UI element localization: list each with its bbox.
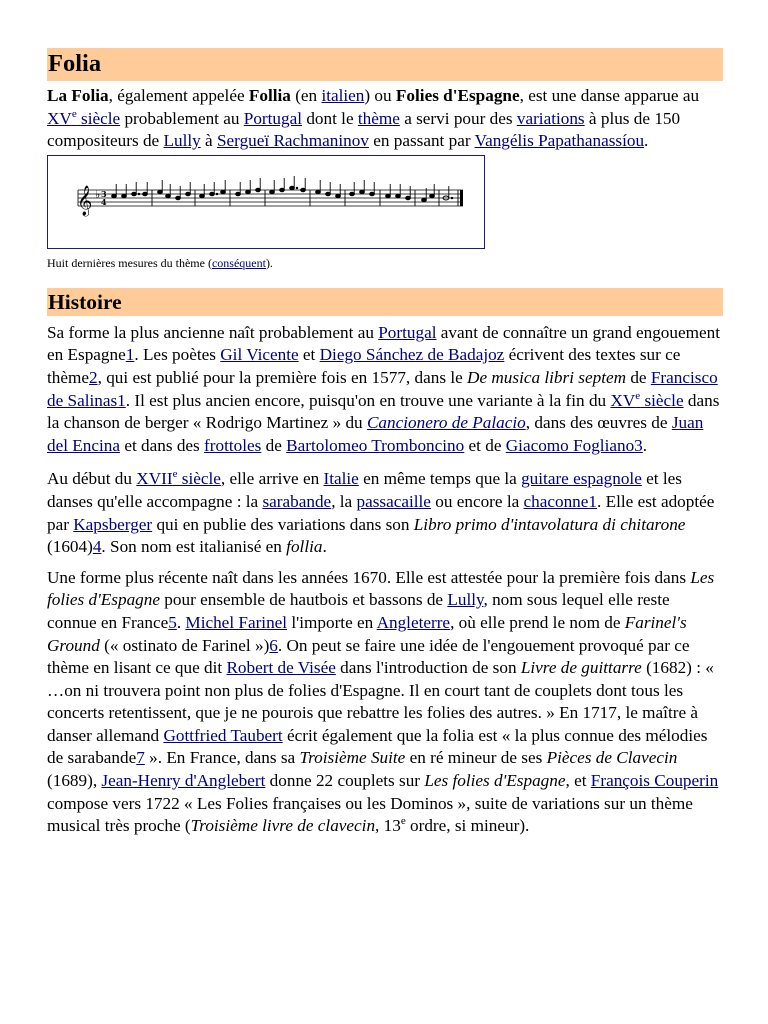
link-diego-sanchez[interactable]: Diego Sánchez de Badajoz bbox=[319, 345, 505, 365]
link-visee[interactable]: Robert de Visée bbox=[226, 658, 336, 678]
link-gil-vicente[interactable]: Gil Vicente bbox=[220, 345, 299, 365]
page-title: Folia bbox=[47, 48, 723, 81]
svg-text:3: 3 bbox=[101, 188, 107, 199]
link-sarabande[interactable]: sarabande bbox=[262, 491, 332, 511]
link-consequent[interactable]: conséquent bbox=[211, 255, 266, 270]
ref-link-1[interactable]: 1 bbox=[125, 345, 135, 365]
ref-link-6[interactable]: 6 bbox=[269, 635, 278, 655]
ref-link-4[interactable]: 4 bbox=[92, 537, 102, 557]
ref-link-5[interactable]: 5 bbox=[168, 612, 177, 632]
link-frottoles[interactable]: frottoles bbox=[204, 435, 262, 455]
link-portugal-2[interactable]: Portugal bbox=[378, 322, 437, 342]
music-score-figure[interactable] bbox=[47, 155, 485, 249]
link-variations[interactable]: variations bbox=[516, 108, 585, 128]
section-heading-histoire: Histoire bbox=[47, 288, 723, 316]
link-encina[interactable]: Juan del Encina bbox=[47, 413, 704, 455]
link-fogliano[interactable]: Giacomo Fogliano3 bbox=[505, 435, 643, 455]
intro-paragraph: La Folia, également appelée Follia (en italien) ou Folies d'Espagne, est une danse apparue au XVe siècle probablement au Portugal dont le thème a servi pour des variations à plus de 150 compositeurs de Lully à Sergueï Rachmaninov en passant par Vangélis Papathanassíou. bbox=[47, 86, 700, 151]
link-farinel[interactable]: Michel Farinel bbox=[185, 612, 288, 632]
figure-caption: Huit dernières mesures du thème (conséquent). bbox=[47, 255, 273, 270]
link-couperin[interactable]: François Couperin bbox=[590, 771, 719, 791]
term-folies-espagne: Folies d'Espagne bbox=[395, 86, 520, 105]
ref-link-7[interactable]: 7 bbox=[136, 748, 145, 768]
link-rachmaninov[interactable]: Sergueï Rachmaninov bbox=[216, 131, 369, 151]
histoire-paragraph-3: Une forme plus récente naît dans les années 1670. Elle est attestée pour la première fois dans Les folies d'Espagne pour ensemble de hautbois et bassons de Lully, nom sous lequel elle reste connue en France5. Michel Farinel l'importe en Angleterre, où elle prend le nom de Farinel's Ground (« ostinato de Farinel »)6. On peut se faire une idée de l'engouement provoqué par ce thème en lisant ce que dit Robert de Visée dans l'introduction de son Livre de guittarre (1682) : « …on ni trouvera point non plus de folies d'Espagne. Il en court tant de couplets dont tous les concerts retentissent, que je ne pourois que rebattre les folies des autres. » En 1717, le maître à danser allemand Gottfried Taubert écrit également que la folia est « la plus connue des mélodies de sarabande7 ». En France, dans sa Troisième Suite en ré mineur de ses Pièces de Clavecin (1689), Jean-Henry d'Anglebert donne 22 couplets sur Les folies d'Espagne, et François Couperin compose vers 1722 « Les Folies françaises ou les Dominos », suite de variations sur un thème musical très proche (Troisième livre de clavecin, 13e ordre, si mineur). bbox=[47, 567, 719, 836]
link-chaconne[interactable]: chaconne1 bbox=[523, 491, 597, 511]
link-xv-siecle-2[interactable]: XVe siècle bbox=[610, 389, 684, 410]
link-theme[interactable]: thème bbox=[357, 108, 400, 128]
link-lully-2[interactable]: Lully bbox=[447, 590, 484, 610]
music-score-image bbox=[48, 156, 484, 248]
histoire-paragraph-1: Sa forme la plus ancienne naît probablement au Portugal avant de connaître un grand engouement en Espagne1. Les poètes Gil Vicente et Diego Sánchez de Badajoz écrivent des textes sur ce thème2, qui est publié pour la première fois en 1577, dans le De musica libri septem de Francisco de Salinas1. Il est plus ancien encore, puisqu'on en trouve une variante à la fin du XVe siècle dans la chanson de berger « Rodrigo Martinez » du Cancionero de Palacio, dans des œuvres de Juan del Encina et dans des frottoles de Bartolomeo Tromboncino et de Giacomo Fogliano3. bbox=[47, 322, 720, 455]
link-kapsberger[interactable]: Kapsberger bbox=[73, 514, 153, 534]
link-angleterre[interactable]: Angleterre bbox=[376, 612, 451, 632]
treble-clef-icon: 𝄞 bbox=[77, 185, 93, 216]
link-cancionero[interactable]: Cancionero de Palacio bbox=[366, 413, 526, 433]
link-vangelis[interactable]: Vangélis Papathanassíou bbox=[474, 131, 645, 151]
link-xv-siecle[interactable]: XVe siècle bbox=[47, 107, 121, 128]
ref-link-2[interactable]: 2 bbox=[89, 367, 98, 387]
link-guitare-espagnole[interactable]: guitare espagnole bbox=[521, 469, 642, 489]
link-xvii-siecle[interactable]: XVIIe siècle bbox=[136, 468, 221, 489]
svg-text:♭: ♭ bbox=[95, 187, 101, 201]
term-follia: Follia bbox=[248, 86, 291, 105]
svg-text:4: 4 bbox=[101, 196, 107, 207]
link-lully[interactable]: Lully bbox=[163, 131, 201, 151]
link-salinas[interactable]: Francisco de Salinas1 bbox=[47, 367, 718, 410]
link-italie[interactable]: Italie bbox=[323, 469, 359, 489]
link-portugal[interactable]: Portugal bbox=[243, 108, 303, 128]
link-passacaille[interactable]: passacaille bbox=[356, 491, 431, 511]
article bbox=[47, 48, 723, 838]
term-la-folia: La Folia bbox=[47, 86, 109, 105]
histoire-paragraph-2: Au début du XVIIe siècle, elle arrive en Italie en même temps que la guitare espagnole et les danses qu'elle accompagne : la sarabande, la passacaille ou encore la chaconne1. Elle est adoptée par Kapsberger qui en publie des variations dans son Libro primo d'intavolatura di chitarone (1604)4. Son nom est italianisé en follia. bbox=[47, 468, 715, 557]
link-italien[interactable]: italien bbox=[321, 86, 365, 105]
link-tromboncino[interactable]: Bartolomeo Tromboncino bbox=[286, 435, 465, 455]
link-taubert[interactable]: Gottfried Taubert bbox=[163, 725, 283, 745]
link-anglebert[interactable]: Jean-Henry d'Anglebert bbox=[101, 771, 266, 791]
